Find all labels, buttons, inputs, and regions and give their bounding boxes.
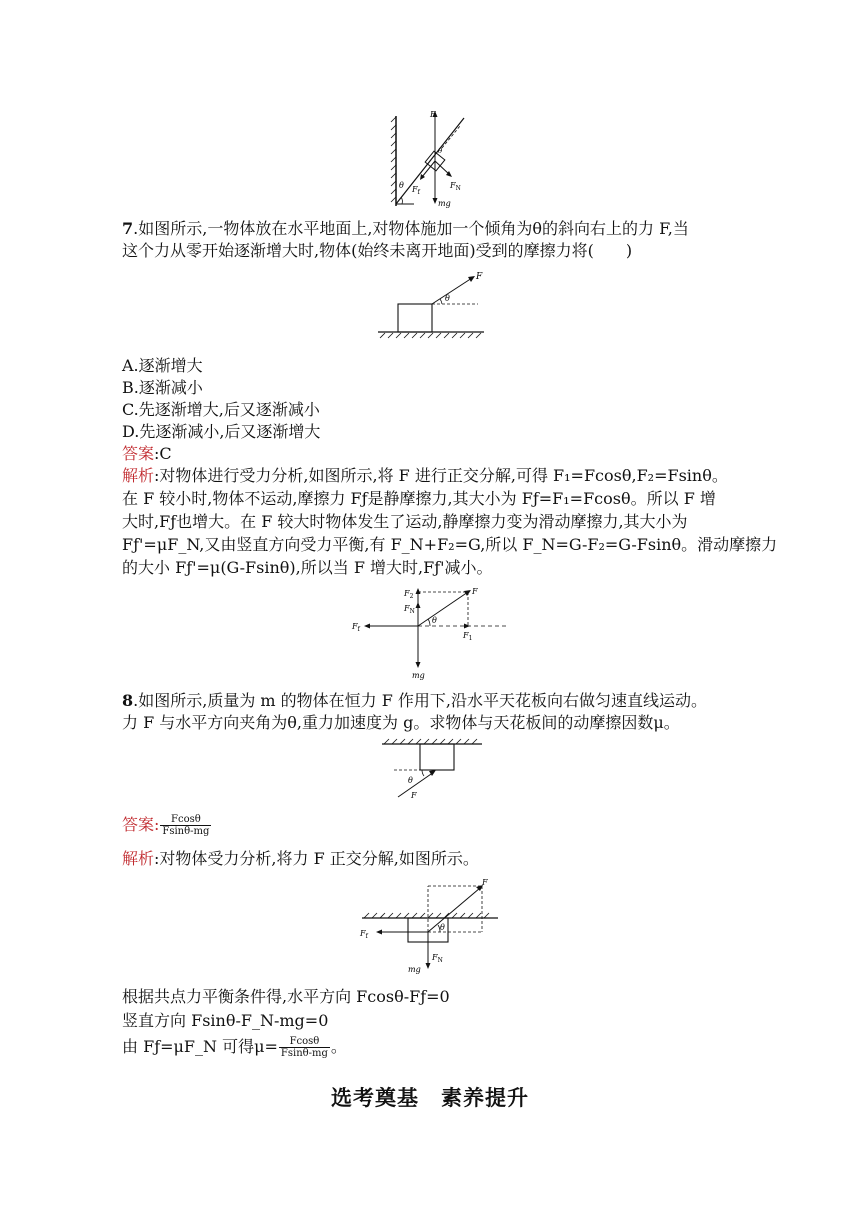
q8-fn-label: $F_N$ [432, 953, 443, 964]
q7-block-diagram [376, 270, 486, 342]
svg-text:θ: θ [445, 294, 450, 303]
incline-force-diagram [388, 108, 478, 210]
svg-text:θ: θ [408, 776, 413, 785]
svg-text:θ: θ [432, 616, 437, 625]
svg-text:θ: θ [438, 147, 443, 155]
weight-label: mg [438, 199, 451, 208]
q7-option-a: A.逐渐增大 [122, 356, 203, 375]
q8-ceiling-block-diagram [378, 736, 486, 802]
force-f-label: F [430, 110, 436, 119]
q8-mg-label: mg [408, 965, 421, 974]
svg-text:F: F [476, 272, 483, 282]
q7-option-d: D.先逐渐减小,后又逐渐增大 [122, 422, 321, 441]
q8-result-fraction: $\frac{Fcos\theta}{Fsin\theta-mg}$ [280, 1036, 328, 1059]
q8-answer-fraction: $\frac{Fcos\theta}{Fsin\theta-mg}$ [162, 814, 210, 837]
q7-number: 7 [122, 219, 134, 238]
q7-analysis-line1: 解析:对物体进行受力分析,如图所示,将 F 进行正交分解,可得 F₁=Fcosθ,F₂=Fsinθ。 [122, 466, 728, 485]
svg-text:F: F [472, 587, 478, 596]
q8-equation-result: 由 Fƒ=μF_N 可得μ= $\frac{Fcos\theta}{Fsin\theta-mg}$ 。 [122, 1036, 347, 1059]
q8-equation-horizontal: 根据共点力平衡条件得,水平方向 Fcosθ-Fƒ=0 [122, 987, 450, 1006]
q8-analysis: 解析:对物体受力分析,将力 F 正交分解,如图所示。 [122, 849, 479, 868]
q8-stem-line1: 8.如图所示,质量为 m 的物体在恒力 F 作用下,沿水平天花板向右做匀速直线运动。 [122, 691, 708, 710]
q8-ff-label: $F_f$ [360, 929, 368, 940]
q7-option-b: B.逐渐减小 [122, 378, 203, 397]
q7-option-c: C.先逐渐增大,后又逐渐减小 [122, 400, 320, 419]
q7-analysis-line5: 的大小 Fƒ'=μ(G-Fsinθ),所以当 F 增大时,Fƒ'减小。 [122, 558, 493, 577]
normal-force-label: $F_N$ [450, 181, 461, 192]
q8-number: 8 [122, 691, 134, 710]
theta-label: θ [399, 181, 404, 190]
q8-force-decomposition [356, 874, 502, 976]
q7-answer: 答案:C [122, 444, 172, 463]
svg-text:F: F [482, 878, 488, 887]
q7-stem-line1: 7.如图所示,一物体放在水平地面上,对物体施加一个倾角为θ的斜向右上的力 F,当 [122, 219, 689, 238]
q7-mg-label: mg [412, 671, 425, 680]
q8-stem-line2: 力 F 与水平方向夹角为θ,重力加速度为 g。求物体与天花板间的动摩擦因数μ。 [122, 713, 680, 732]
svg-text:F: F [411, 791, 417, 800]
q7-stem-line2: 这个力从零开始逐渐增大时,物体(始终未离开地面)受到的摩擦力将( ) [122, 241, 633, 260]
q7-analysis-line3: 大时,Fƒ也增大。在 F 较大时物体发生了运动,静摩擦力变为滑动摩擦力,其大小为 [122, 512, 688, 531]
q7-fn-label: $F_N$ [404, 604, 415, 615]
q7-analysis-line2: 在 F 较小时,物体不运动,摩擦力 Fƒ是静摩擦力,其大小为 Fƒ=F₁=Fcosθ。所以 F 增 [122, 489, 716, 508]
q8-answer: 答案: $\frac{Fcos\theta}{Fsin\theta-mg}$ [122, 814, 210, 837]
q7-analysis-line4: Fƒ'=μF_N,又由竖直方向受力平衡,有 F_N+F₂=G,所以 F_N=G-F₂=G-Fsinθ。滑动摩擦力 [122, 535, 778, 554]
q7-f1-label: $F_1$ [463, 631, 473, 642]
q8-equation-vertical: 竖直方向 Fsinθ-F_N-mg=0 [122, 1011, 329, 1030]
q7-f2-label: $F_2$ [404, 589, 414, 600]
q7-force-decomposition [348, 584, 512, 680]
q7-ff-label: $F_f$ [352, 622, 360, 633]
friction-label: $F_f$ [412, 185, 420, 196]
section-heading: 选考奠基 素养提升 [331, 1086, 529, 1110]
svg-text:θ: θ [440, 923, 445, 932]
